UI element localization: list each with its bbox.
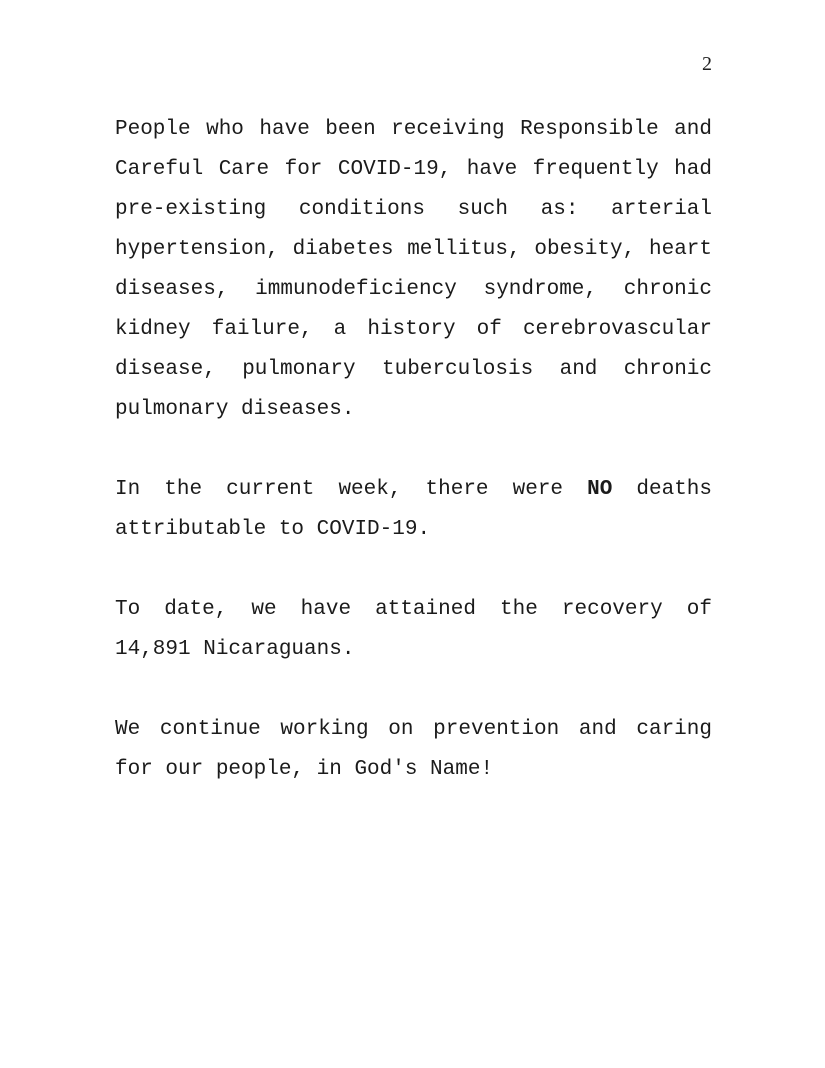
bold-text-segment: NO (587, 478, 613, 501)
page-header (115, 51, 712, 77)
page-number: 2 (702, 53, 712, 75)
text-segment: People who have been receiving Responsible and Careful Care for COVID-19, have frequently had pre-existing conditions such as: arterial hypertension, diabetes mellitus, obesity, heart diseases, immunodeficiency syndrome, chronic kidney failure, a history of cerebrovascular disease, pulmonary tuberculosis and chronic pulmonary diseases. (115, 118, 712, 421)
paragraph (115, 470, 712, 550)
document-body (115, 110, 712, 830)
paragraph (115, 110, 712, 430)
text-segment: In the current week, there were (115, 478, 588, 501)
paragraph (115, 590, 712, 670)
text-segment: To date, we have attained the recovery of 14,891 Nicaraguans. (115, 598, 712, 661)
text-segment: We continue working on prevention and caring for our people, in God's Name! (115, 718, 712, 781)
paragraph (115, 710, 712, 790)
text-segment: deaths attributable to COVID-19. (115, 478, 712, 541)
